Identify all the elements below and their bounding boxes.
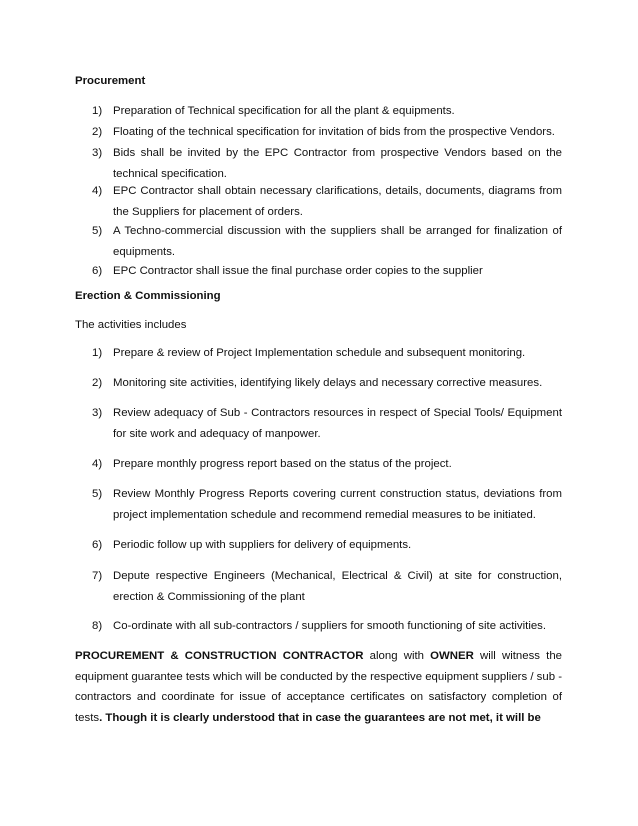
list-number: 2)	[92, 377, 103, 389]
list-item	[92, 221, 562, 262]
activities-intro: The activities includes	[75, 319, 187, 331]
list-text: Review adequacy of Sub - Contractors resources in respect of Special Tools/ Equipment for site work and adequacy of manpower.	[113, 407, 562, 440]
list-text: Preparation of Technical specification for all the plant & equipments.	[113, 105, 455, 117]
list-item	[92, 143, 562, 184]
list-item	[92, 535, 562, 556]
list-item	[92, 403, 562, 444]
list-number: 8)	[92, 620, 103, 632]
list-number: 1)	[92, 105, 103, 117]
procurement-heading: Procurement	[75, 75, 146, 87]
list-item	[92, 343, 562, 364]
list-text: Review Monthly Progress Reports covering current construction status, deviations from project implementation schedule and recommend remedial measures to be initiated.	[113, 488, 562, 521]
list-item	[92, 484, 562, 525]
list-item	[92, 101, 562, 122]
list-item	[92, 454, 562, 475]
closing-paragraph	[75, 646, 562, 728]
list-item	[92, 122, 562, 143]
list-number: 7)	[92, 570, 103, 582]
list-text: Depute respective Engineers (Mechanical, Electrical & Civil) at site for construction, erection & Commissioning of the plant	[113, 570, 562, 603]
paragraph-text: will witness the equipment guarantee tests which will be conducted by the respective equipment suppliers / sub - contractors and coordinate for issue of acceptance certificates on satisfactory completion of tests	[75, 650, 562, 724]
contractor-label: PROCUREMENT & CONSTRUCTION CONTRACTOR	[75, 650, 364, 662]
list-number: 3)	[92, 407, 103, 419]
list-number: 5)	[92, 225, 103, 237]
list-number: 2)	[92, 126, 103, 138]
list-text: Prepare monthly progress report based on the status of the project.	[113, 458, 452, 470]
list-number: 6)	[92, 265, 103, 277]
list-number: 1)	[92, 347, 103, 359]
list-item	[92, 373, 562, 394]
list-text: A Techno-commercial discussion with the suppliers shall be arranged for finalization of equipments.	[113, 225, 562, 258]
list-text: EPC Contractor shall obtain necessary clarifications, details, documents, diagrams from the Suppliers for placement of orders.	[113, 185, 562, 218]
list-number: 4)	[92, 458, 103, 470]
list-text: Bids shall be invited by the EPC Contractor from prospective Vendors based on the technical specification.	[113, 147, 562, 180]
list-text: EPC Contractor shall issue the final purchase order copies to the supplier	[113, 265, 483, 277]
list-text: Co-ordinate with all sub-contractors / suppliers for smooth functioning of site activities.	[113, 620, 547, 632]
list-number: 6)	[92, 539, 103, 551]
list-text: Floating of the technical specification for invitation of bids from the prospective Vendors.	[113, 126, 555, 138]
erection-heading: Erection & Commissioning	[75, 290, 221, 302]
list-number: 3)	[92, 147, 103, 159]
list-text: Periodic follow up with suppliers for delivery of equipments.	[113, 539, 412, 551]
list-item	[92, 616, 562, 637]
list-item	[92, 566, 562, 607]
list-item	[92, 261, 562, 282]
list-text: Monitoring site activities, identifying likely delays and necessary corrective measures.	[113, 377, 543, 389]
owner-label: OWNER	[430, 650, 474, 662]
list-item	[92, 181, 562, 222]
list-text: Prepare & review of Project Implementation schedule and subsequent monitoring.	[113, 347, 526, 359]
guarantee-clause: . Though it is clearly understood that in case the guarantees are not met, it will be	[99, 711, 541, 724]
list-number: 5)	[92, 488, 103, 500]
paragraph-text: along with	[363, 650, 431, 662]
list-number: 4)	[92, 185, 103, 197]
